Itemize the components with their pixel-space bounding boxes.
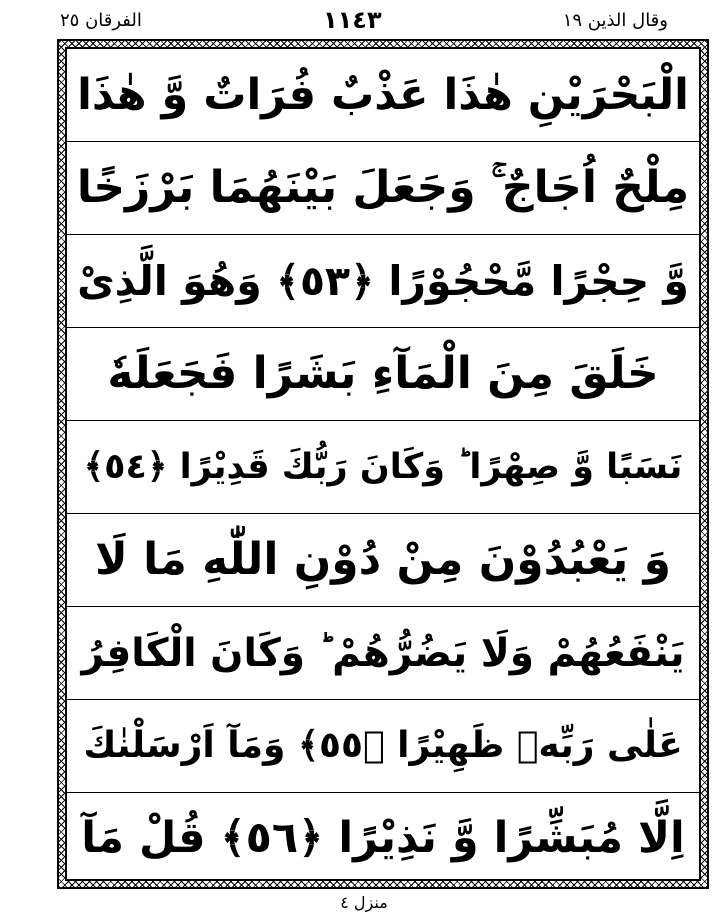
page-footer: [0, 893, 728, 912]
text-line-7: [67, 607, 699, 700]
text-line-1: [67, 49, 699, 142]
verse-text: اِلَّا مُبَشِّرًا وَّ نَذِيْرًا ﴿٥٦﴾ قُلْ مَآ: [81, 812, 685, 863]
text-line-9: [67, 793, 699, 881]
page-number: ١١٤٣: [323, 6, 382, 34]
text-area: [65, 47, 701, 881]
text-line-3: [67, 235, 699, 328]
verse-text: عَلٰى رَبِّهٖ ظَهِيْرًا ﴿٥٥﴾ وَمَآ اَرْسَلْنٰكَ: [83, 725, 683, 766]
verse-text: وَ يَعْبُدُوْنَ مِنْ دُوْنِ اللّٰهِ مَا لَا: [95, 534, 671, 585]
decorative-border: [57, 39, 709, 889]
surah-name: الفرقان ٢٥: [60, 9, 142, 31]
text-line-2: [67, 142, 699, 235]
text-line-5: [67, 421, 699, 514]
text-line-6: [67, 514, 699, 607]
verse-text: خَلَقَ مِنَ الْمَآءِ بَشَرًا فَجَعَلَهٗ: [107, 348, 659, 399]
page-header: [60, 6, 668, 34]
verse-text: الْبَحْرَيْنِ هٰذَا عَذْبٌ فُرَاتٌ وَّ هٰذَا: [77, 69, 689, 120]
verse-text: يَنْفَعُهُمْ وَلَا يَضُرُّهُمْ ؕ وَكَانَ الْكَافِرُ: [81, 630, 685, 676]
text-line-4: [67, 328, 699, 421]
verse-text: مِلْحٌ اُجَاجٌ ۚ وَجَعَلَ بَيْنَهُمَا بَرْزَخًا: [76, 162, 690, 213]
juz-name: وقال الذين ١٩: [562, 9, 668, 31]
verse-text: نَسَبًا وَّ صِهْرًا ؕ وَكَانَ رَبُّكَ قَدِيْرًا ﴿٥٤﴾: [83, 446, 683, 487]
verse-text: وَّ حِجْرًا مَّحْجُوْرًا ﴿٥٣﴾ وَهُوَ الَّذِىْ: [77, 256, 689, 305]
manzil-label: منزل ٤: [340, 893, 388, 912]
text-line-8: [67, 700, 699, 793]
